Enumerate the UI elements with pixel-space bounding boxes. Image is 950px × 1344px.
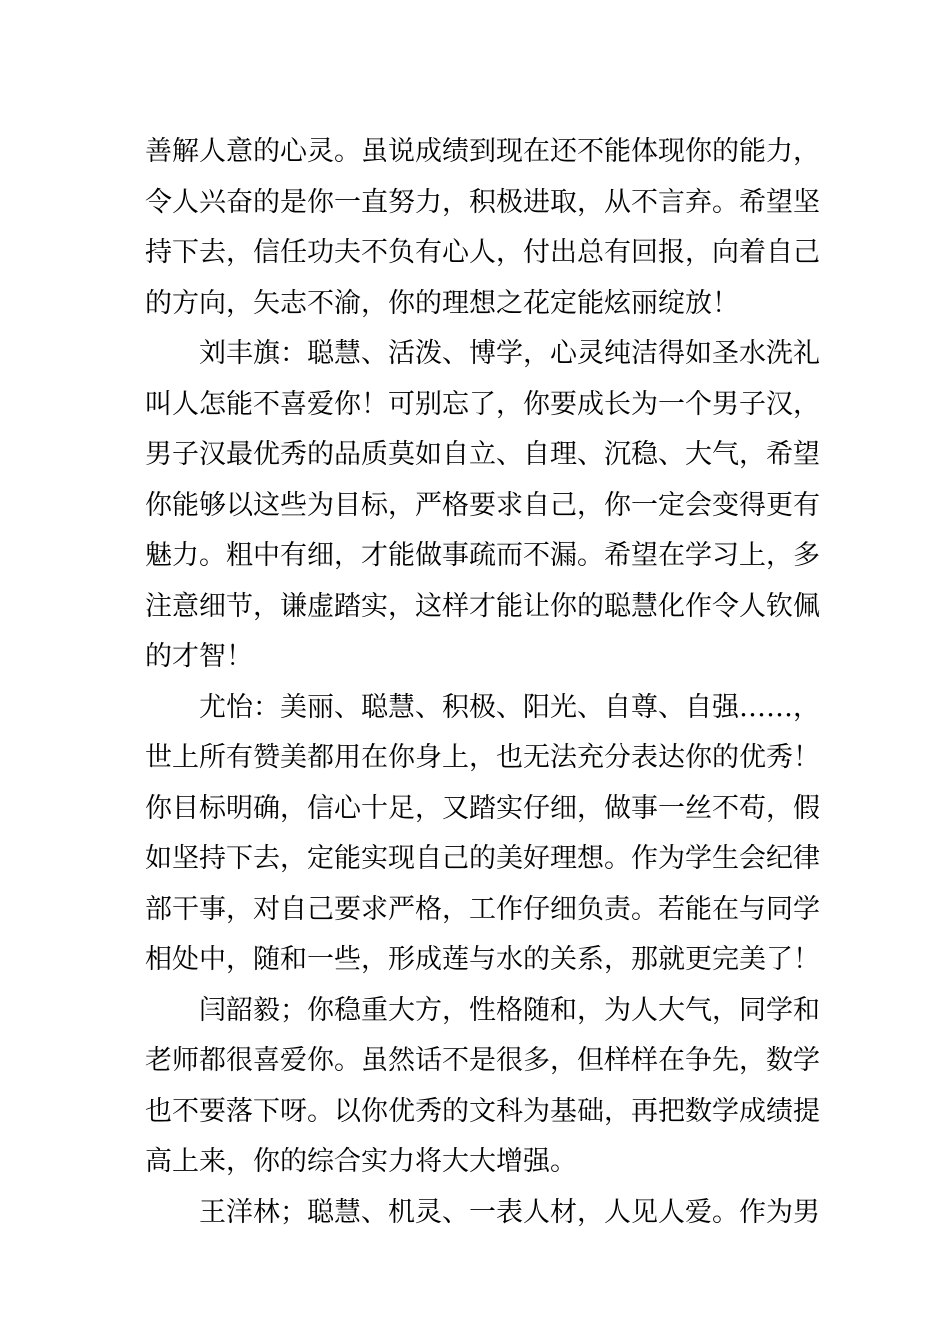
paragraph-line: 持下去，信任功夫不负有心人，付出总有回报，向着自己 <box>145 237 820 268</box>
paragraph-you-yi <box>145 683 820 986</box>
paragraph-line: 善解人意的心灵。虽说成绩到现在还不能体现你的能力， <box>145 136 820 167</box>
paragraph-yan-shaoyi <box>145 986 820 1188</box>
paragraph-line: 尤怡：美丽、聪慧、积极、阳光、自尊、自强……， <box>199 691 820 723</box>
paragraph-line: 闫韶毅；你稳重大方，性格随和，为人大气，同学和 <box>199 994 820 1026</box>
paragraph-line: 高上来，你的综合实力将大大增强。 <box>145 1146 577 1177</box>
paragraph-line: 相处中，随和一些，形成莲与水的关系，那就更完美了！ <box>145 944 820 975</box>
paragraph-line: 王洋林；聪慧、机灵、一表人材，人见人爱。作为男 <box>199 1196 820 1228</box>
paragraph-line: 的方向，矢志不渝，你的理想之花定能炫丽绽放！ <box>145 287 739 319</box>
paragraph-line: 你能够以这些为目标，严格要求自己，你一定会变得更有 <box>145 489 820 521</box>
paragraph-line: 如坚持下去，定能实现自己的美好理想。作为学生会纪律 <box>145 843 820 874</box>
paragraph-line: 注意细节，谦虚踏实，这样才能让你的聪慧化作令人钦佩 <box>145 590 820 622</box>
paragraph-line: 世上所有赞美都用在你身上，也无法充分表达你的优秀！ <box>145 742 820 773</box>
paragraph-1 <box>145 127 820 329</box>
paragraph-line: 部干事，对自己要求严格，工作仔细负责。若能在与同学 <box>145 893 820 925</box>
paragraph-wang-yanglin <box>145 1188 820 1239</box>
paragraph-line: 也不要落下呀。以你优秀的文科为基础，再把数学成绩提 <box>145 1095 820 1127</box>
paragraph-line: 老师都很喜爱你。虽然话不是很多，但样样在争先，数学 <box>145 1045 820 1076</box>
paragraph-line: 的才智！ <box>145 641 253 672</box>
paragraph-line: 魅力。粗中有细，才能做事疏而不漏。希望在学习上，多 <box>145 540 820 571</box>
paragraph-liu-fengqi <box>145 329 820 683</box>
paragraph-line: 你目标明确，信心十足，又踏实仔细，做事一丝不苟，假 <box>145 792 820 824</box>
paragraph-line: 刘丰旗：聪慧、活泼、博学，心灵纯洁得如圣水洗礼 <box>199 338 820 369</box>
paragraph-line: 叫人怎能不喜爱你！可别忘了，你要成长为一个男子汉， <box>145 388 820 420</box>
document-body <box>145 127 820 1238</box>
paragraph-line: 男子汉最优秀的品质莫如自立、自理、沉稳、大气，希望 <box>145 439 820 470</box>
paragraph-line: 令人兴奋的是你一直努力，积极进取，从不言弃。希望坚 <box>145 186 820 218</box>
